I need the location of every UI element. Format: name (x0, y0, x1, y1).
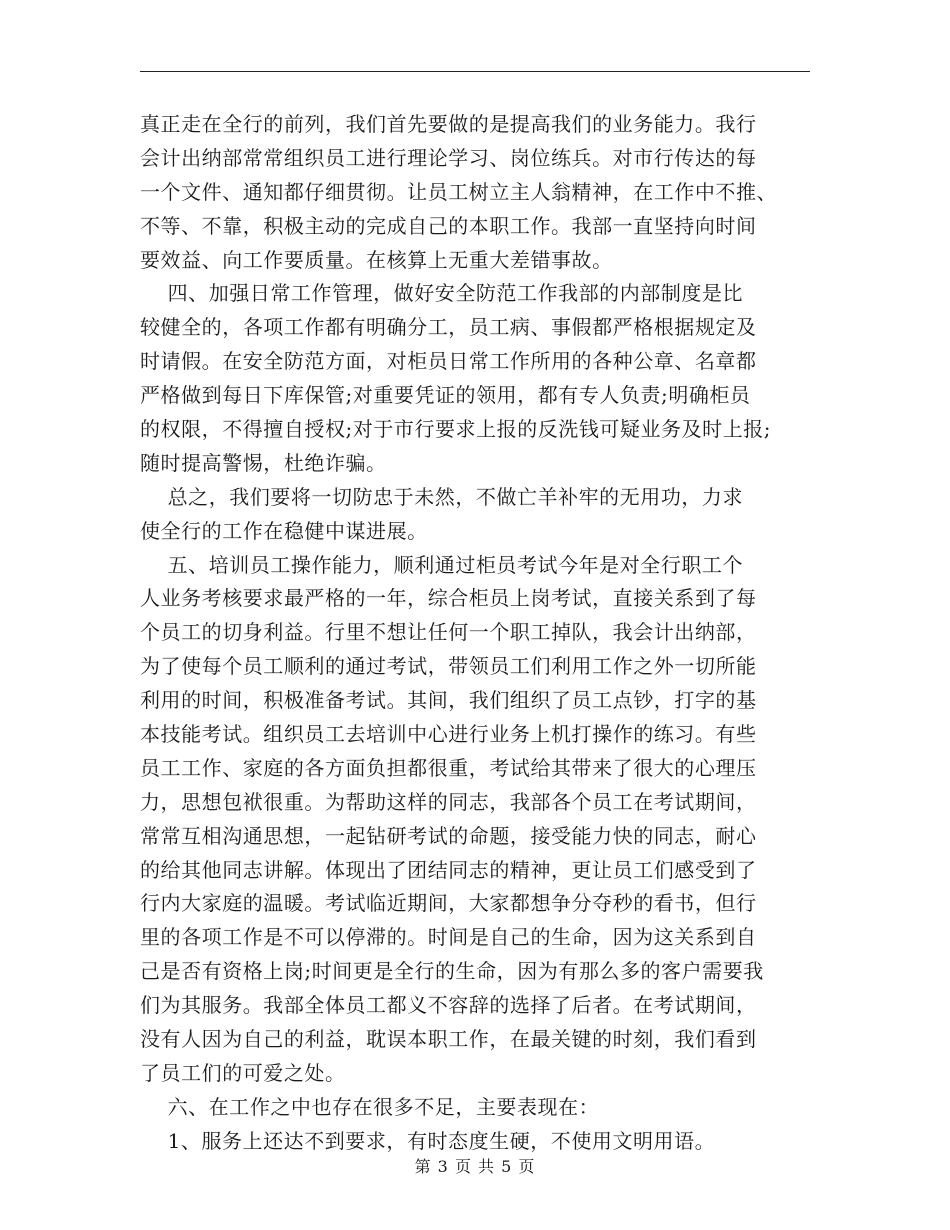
text-line: 没有人因为自己的利益，耽误本职工作，在最关键的时刻，我们看到 (140, 1027, 757, 1052)
text-line: 不等、不靠，积极主动的完成自己的本职工作。我部一直坚持向时间 (140, 213, 757, 238)
text-line: 会计出纳部常常组织员工进行理论学习、岗位练兵。对市行传达的每 (140, 145, 757, 170)
text-line: 己是否有资格上岗;时间更是全行的生命，因为有那么多的客户需要我 (140, 959, 764, 984)
text-line: 了员工们的可爱之处。 (140, 1060, 346, 1085)
header-rule (140, 71, 810, 72)
text-line: 行内大家庭的温暖。考试临近期间，大家都想争分夺秒的看书，但行 (140, 891, 757, 916)
text-line: 严格做到每日下库保管;对重要凭证的领用，都有专人负责;明确柜员 (140, 383, 751, 408)
text-line: 时请假。在安全防范方面，对柜员日常工作所用的各种公章、名章都 (140, 349, 757, 374)
text-line: 的权限，不得擅自授权;对于市行要求上报的反洗钱可疑业务及时上报; (140, 417, 772, 442)
text-line: 六、在工作之中也存在很多不足，主要表现在： (140, 1094, 600, 1119)
text-line: 1、服务上还达不到要求，有时态度生硬，不使用文明用语。 (140, 1128, 716, 1153)
text-line: 总之，我们要将一切防忠于未然，不做亡羊补牢的无用功，力求 (140, 484, 744, 509)
text-line: 本技能考试。组织员工去培训中心进行业务上机打操作的练习。有些 (140, 722, 757, 747)
text-line: 的给其他同志讲解。体现出了团结同志的精神，更让员工们感受到了 (140, 857, 757, 882)
text-line: 人业务考核要求最严格的一年，综合柜员上岗考试，直接关系到了每 (140, 586, 757, 611)
text-line: 常常互相沟通思想，一起钻研考试的命题，接受能力快的同志，耐心 (140, 823, 757, 848)
text-line: 利用的时间，积极准备考试。其间，我们组织了员工点钞，打字的基 (140, 688, 757, 713)
text-line: 为了使每个员工顺利的通过考试，带领员工们利用工作之外一切所能 (140, 654, 757, 679)
text-line: 较健全的，各项工作都有明确分工，员工病、事假都严格根据规定及 (140, 315, 757, 340)
text-line: 随时提高警惕，杜绝诈骗。 (140, 450, 387, 475)
text-line: 五、培训员工操作能力，顺利通过柜员考试今年是对全行职工个 (140, 552, 744, 577)
text-line: 使全行的工作在稳健中谋进展。 (140, 518, 428, 543)
text-line: 里的各项工作是不可以停滞的。时间是自己的生命，因为这关系到自 (140, 925, 757, 950)
text-line: 真正走在全行的前列，我们首先要做的是提高我们的业务能力。我行 (140, 112, 757, 136)
text-line: 力，思想包袱很重。为帮助这样的同志，我部各个员工在考试期间， (140, 789, 757, 814)
document-body (140, 108, 830, 1159)
text-line: 一个文件、通知都仔细贯彻。让员工树立主人翁精神，在工作中不推、 (140, 179, 778, 204)
text-line: 要效益、向工作要质量。在核算上无重大差错事故。 (140, 247, 613, 272)
page-number-footer: 第 3 页 共 5 页 (414, 1157, 536, 1176)
text-line: 四、加强日常工作管理，做好安全防范工作我部的内部制度是比 (140, 281, 744, 306)
text-line: 员工工作、家庭的各方面负担都很重，考试给其带来了很大的心理压 (140, 755, 757, 780)
text-line: 个员工的切身利益。行里不想让任何一个职工掉队，我会计出纳部， (140, 620, 757, 645)
text-line: 们为其服务。我部全体员工都义不容辞的选择了后者。在考试期间， (140, 993, 757, 1018)
